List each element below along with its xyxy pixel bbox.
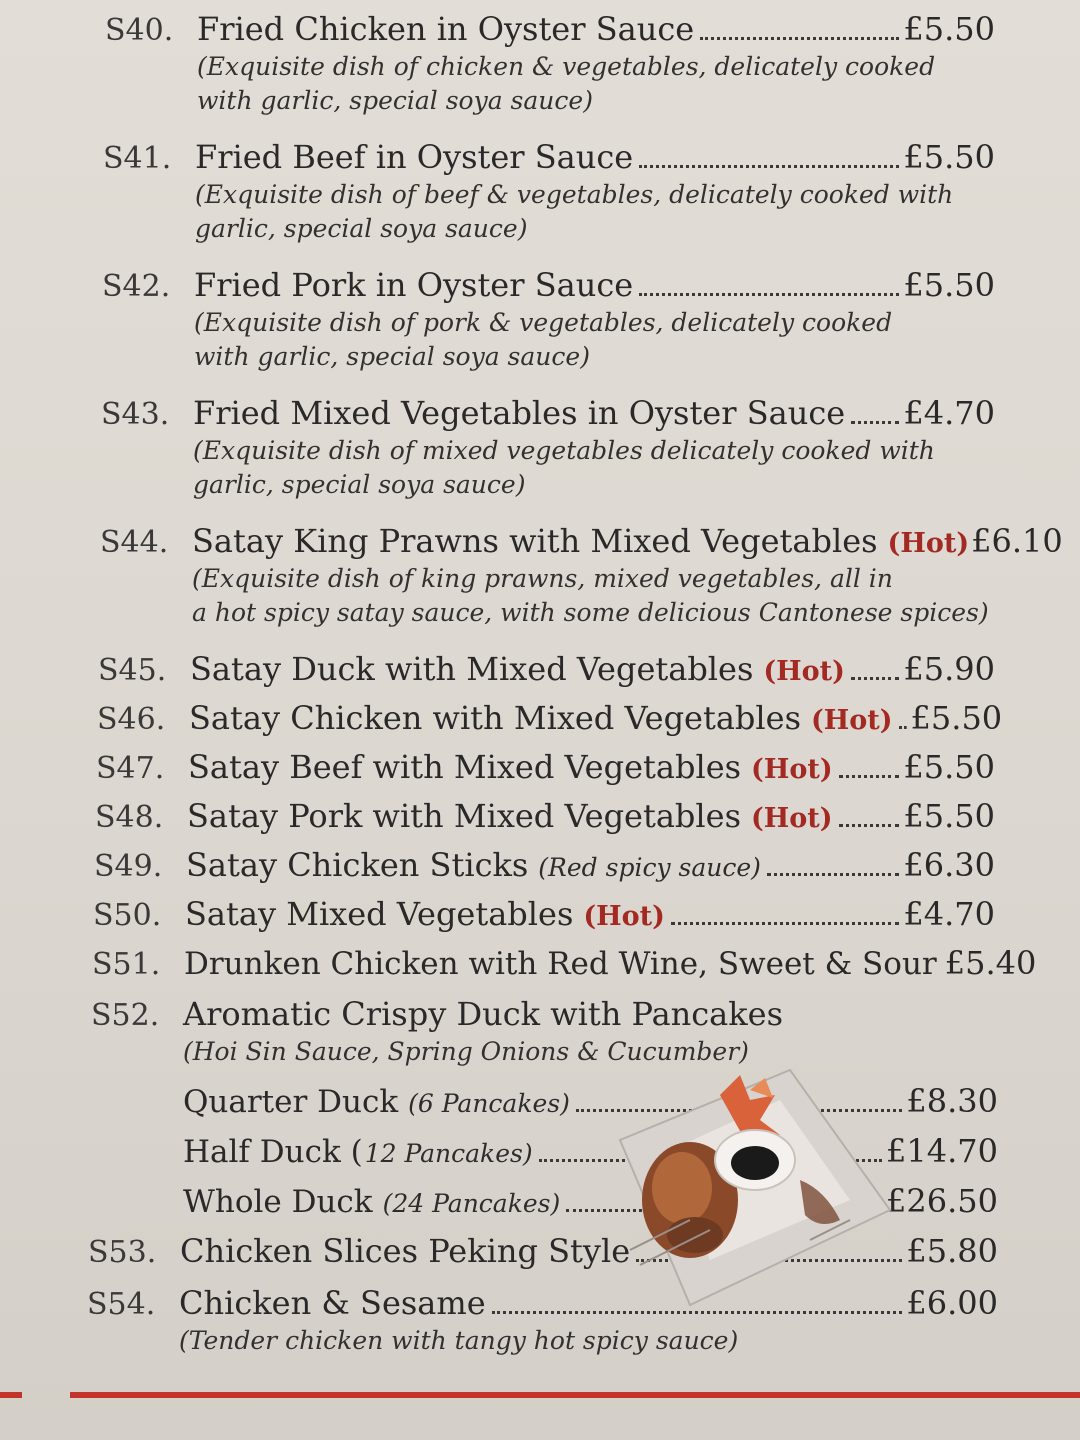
hoisin-sauce xyxy=(731,1146,779,1180)
description-line: (Exquisite dish of king prawns, mixed vegetables, all in xyxy=(192,564,893,593)
item-name: Fried Pork in Oyster Sauce xyxy=(194,266,634,304)
menu-item-s49 xyxy=(94,846,995,884)
item-price: £5.90 xyxy=(903,650,995,688)
menu-item-s42 xyxy=(102,266,995,374)
leader-dots xyxy=(767,873,899,876)
description-line: garlic, special soya sauce) xyxy=(195,214,528,243)
item-code: S51. xyxy=(92,947,161,982)
leader-dots xyxy=(639,165,899,168)
item-name: Satay Chicken with Mixed Vegetables xyxy=(189,699,801,737)
option-note: (24 Pancakes) xyxy=(382,1189,561,1218)
menu-item-s50 xyxy=(93,895,995,933)
leader-dots xyxy=(899,726,907,729)
item-code: S46. xyxy=(97,702,166,737)
item-code: S43. xyxy=(101,397,170,432)
menu-item-s48 xyxy=(95,797,995,835)
option-note: 12 Pancakes) xyxy=(364,1139,533,1168)
item-description xyxy=(197,50,995,118)
menu-item-s51 xyxy=(92,944,1037,982)
leader-dots xyxy=(671,922,899,925)
leader-dots xyxy=(639,293,899,296)
item-code: S49. xyxy=(94,849,163,884)
description-line: with garlic, special soya sauce) xyxy=(194,342,590,371)
description-line: with garlic, special soya sauce) xyxy=(197,86,593,115)
hot-tag: (Hot) xyxy=(751,754,833,785)
menu-item-s44 xyxy=(100,522,1063,630)
description-line: (Tender chicken with tangy hot spicy sauce) xyxy=(179,1326,739,1355)
description-line: (Exquisite dish of chicken & vegetables, delicately cooked xyxy=(197,52,936,81)
duck-skin xyxy=(652,1152,712,1224)
item-code: S41. xyxy=(103,141,172,176)
item-name: Satay Chicken Sticks xyxy=(186,846,529,884)
option-price: £14.70 xyxy=(886,1132,998,1170)
item-code: S53. xyxy=(88,1235,157,1270)
item-code: S48. xyxy=(95,800,164,835)
hot-tag: (Hot) xyxy=(887,528,970,559)
description-line: (Exquisite dish of pork & vegetables, delicately cooked xyxy=(194,308,893,337)
item-name: Satay Mixed Vegetables xyxy=(185,895,574,933)
description-line: garlic, special soya sauce) xyxy=(193,470,526,499)
hot-tag: (Hot) xyxy=(811,705,893,736)
option-name: Half Duck ( xyxy=(183,1134,363,1170)
item-code: S40. xyxy=(105,13,174,48)
footer-rule xyxy=(70,1392,1080,1398)
description-line: (Hoi Sin Sauce, Spring Onions & Cucumber) xyxy=(183,1037,749,1066)
item-price: £5.50 xyxy=(910,699,1003,737)
item-code: S44. xyxy=(100,525,169,560)
option-note: (6 Pancakes) xyxy=(408,1089,570,1118)
item-price: £6.00 xyxy=(906,1284,998,1322)
leader-dots xyxy=(851,677,899,680)
item-name: Chicken & Sesame xyxy=(179,1284,486,1322)
item-description xyxy=(192,562,995,630)
option-name: Quarter Duck xyxy=(183,1084,399,1120)
option-name: Whole Duck xyxy=(183,1184,373,1220)
item-name: Fried Chicken in Oyster Sauce xyxy=(197,10,695,48)
item-code: S50. xyxy=(93,898,162,933)
item-code: S54. xyxy=(87,1287,156,1322)
item-name: Chicken Slices Peking Style xyxy=(180,1232,631,1270)
item-price: £6.30 xyxy=(903,846,995,884)
leader-dots xyxy=(839,824,900,827)
item-name: Drunken Chicken with Red Wine, Sweet & Sour xyxy=(184,946,937,982)
item-note: (Red spicy sauce) xyxy=(538,853,761,882)
item-name: Fried Beef in Oyster Sauce xyxy=(195,138,634,176)
crispy-duck-photo xyxy=(600,1060,900,1310)
item-name: Satay King Prawns with Mixed Vegetables xyxy=(192,522,878,560)
item-name: Satay Beef with Mixed Vegetables xyxy=(188,748,742,786)
item-name: Satay Pork with Mixed Vegetables xyxy=(187,797,741,835)
menu-item-s52 xyxy=(91,995,997,1069)
item-price: £5.50 xyxy=(903,748,995,786)
option-price: £26.50 xyxy=(886,1182,998,1220)
item-description xyxy=(179,1324,998,1358)
leader-dots xyxy=(700,37,899,40)
item-name: Aromatic Crispy Duck with Pancakes xyxy=(183,995,783,1033)
leader-dots xyxy=(492,1311,903,1314)
description-line: (Exquisite dish of mixed vegetables delicately cooked with xyxy=(193,436,935,465)
item-price: £5.50 xyxy=(903,797,995,835)
item-price: £6.10 xyxy=(971,522,1063,560)
item-price: £5.50 xyxy=(903,266,995,304)
item-code: S45. xyxy=(98,653,167,688)
item-price: £4.70 xyxy=(903,394,995,432)
hot-tag: (Hot) xyxy=(763,656,845,687)
leader-dots xyxy=(851,421,899,424)
hot-tag: (Hot) xyxy=(751,803,833,834)
menu-item-s43 xyxy=(101,394,995,502)
item-price: £5.80 xyxy=(906,1232,998,1270)
item-code: S52. xyxy=(91,998,160,1033)
leader-dots xyxy=(839,775,900,778)
menu-item-s47 xyxy=(96,748,995,786)
item-description xyxy=(194,306,995,374)
item-name: Satay Duck with Mixed Vegetables xyxy=(190,650,754,688)
footer-rule-left xyxy=(0,1392,22,1398)
hot-tag: (Hot) xyxy=(583,901,665,932)
item-code: S42. xyxy=(102,269,171,304)
item-description xyxy=(195,178,995,246)
item-name: Fried Mixed Vegetables in Oyster Sauce xyxy=(193,394,846,432)
item-price: £5.40 xyxy=(944,944,1037,982)
option-price: £8.30 xyxy=(906,1082,998,1120)
item-code: S47. xyxy=(96,751,165,786)
description-line: a hot spicy satay sauce, with some delicious Cantonese spices) xyxy=(192,598,989,627)
menu-item-s40 xyxy=(105,10,995,118)
item-description xyxy=(193,434,995,502)
item-price: £5.50 xyxy=(903,10,995,48)
menu-item-s41 xyxy=(103,138,995,246)
description-line: (Exquisite dish of beef & vegetables, delicately cooked with xyxy=(195,180,954,209)
menu-item-s46 xyxy=(97,699,1003,737)
item-price: £5.50 xyxy=(903,138,995,176)
menu-item-s45 xyxy=(98,650,995,688)
item-price: £4.70 xyxy=(903,895,995,933)
